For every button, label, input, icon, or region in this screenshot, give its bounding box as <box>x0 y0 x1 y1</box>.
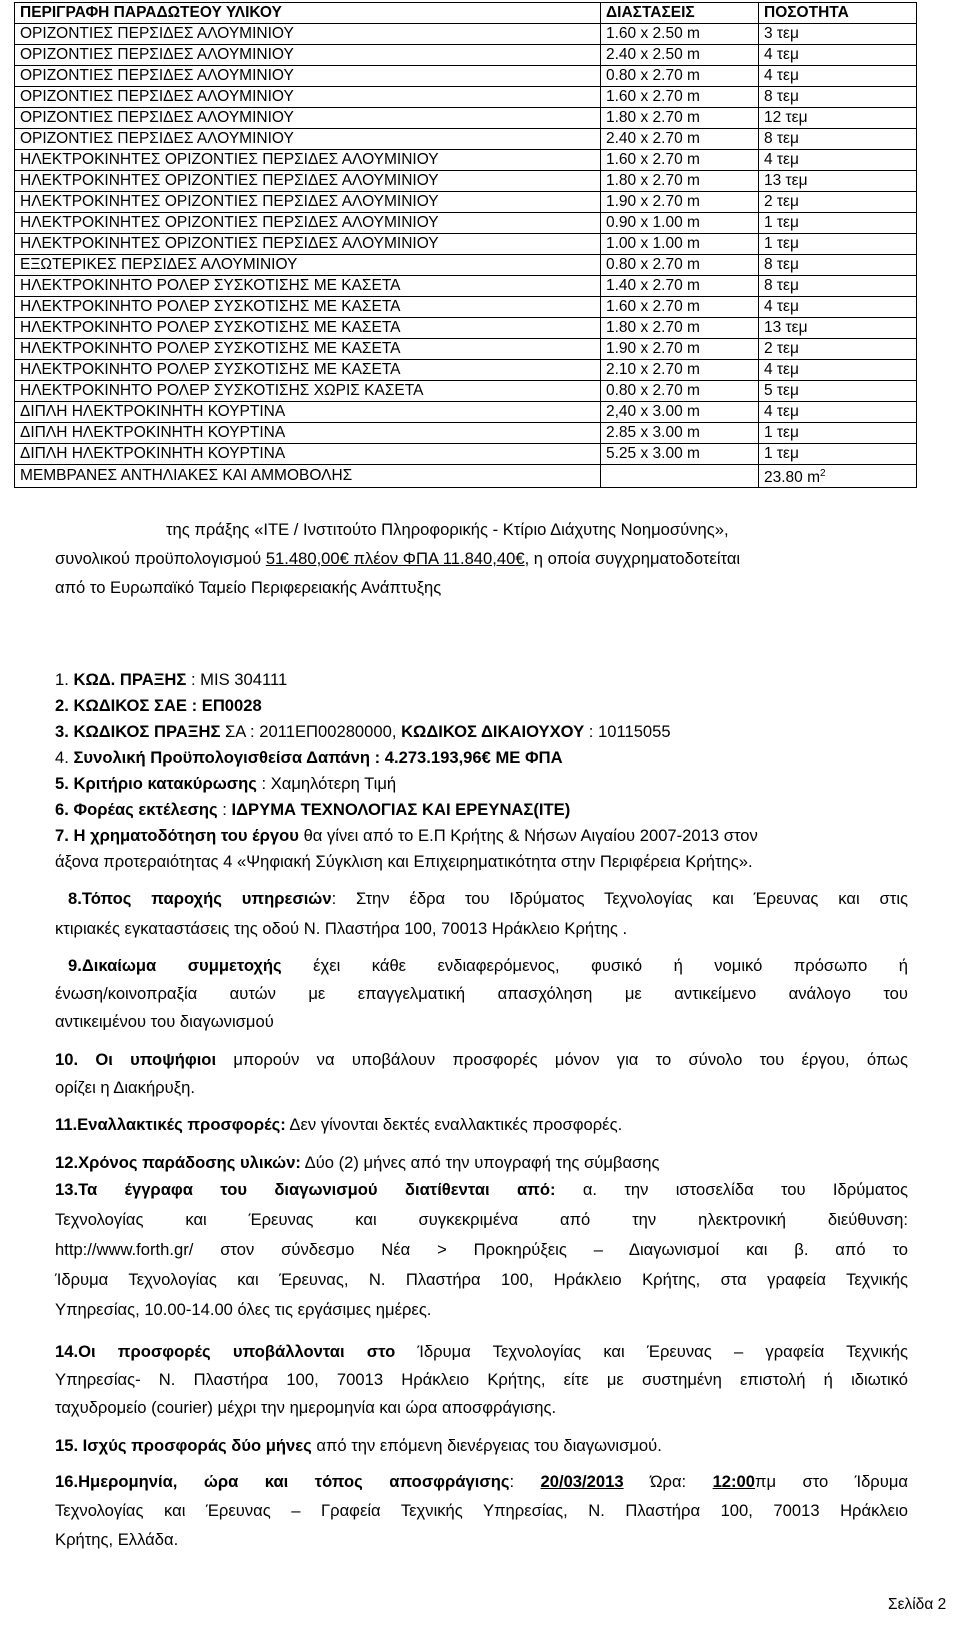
para-text: από την επόμενη διενέργειας του διαγωνισμού. <box>311 1436 662 1455</box>
para-text: Δύο (2) μήνες από την υπογραφή της σύμβασης <box>300 1153 660 1172</box>
cell-desc: ΟΡΙΖΟΝΤΙΕΣ ΠΕΡΣΙΔΕΣ ΑΛΟΥΜΙΝΙΟΥ <box>15 66 601 87</box>
cell-dim: 1.00 x 1.00 m <box>601 234 759 255</box>
cell-desc: ΗΛΕΚΤΡΟΚΙΝΗΤΟ ΡΟΛΕΡ ΣΥΣΚΟΤΙΣΗΣ ΜΕ ΚΑΣΕΤΑ <box>15 360 601 381</box>
cell-dim: 0.80 x 2.70 m <box>601 255 759 276</box>
item-5 <box>55 771 396 797</box>
item-value: ΣΑ : 2011ΕΠ00280000, <box>220 722 402 741</box>
cell-desc: ΗΛΕΚΤΡΟΚΙΝΗΤΕΣ ΟΡΙΖΟΝΤΙΕΣ ΠΕΡΣΙΔΕΣ ΑΛΟΥΜΙΝΙΟΥ <box>15 192 601 213</box>
cell-qty: 8 τεμ <box>759 255 917 276</box>
cell-qty: 4 τεμ <box>759 297 917 318</box>
cell-dim: 1.60 x 2.50 m <box>601 24 759 45</box>
cell-desc: ΗΛΕΚΤΡΟΚΙΝΗΤΟ ΡΟΛΕΡ ΣΥΣΚΟΤΙΣΗΣ ΜΕ ΚΑΣΕΤΑ <box>15 318 601 339</box>
para-14-line-1 <box>55 1338 908 1366</box>
cell-desc: ΗΛΕΚΤΡΟΚΙΝΗΤΕΣ ΟΡΙΖΟΝΤΙΕΣ ΠΕΡΣΙΔΕΣ ΑΛΟΥΜΙΝΙΟΥ <box>15 150 601 171</box>
para-12 <box>55 1149 660 1177</box>
cell-desc: ΕΞΩΤΕΡΙΚΕΣ ΠΕΡΣΙΔΕΣ ΑΛΟΥΜΙΝΙΟΥ <box>15 255 601 276</box>
cell-dim: 1.60 x 2.70 m <box>601 150 759 171</box>
cell-qty: 4 τεμ <box>759 45 917 66</box>
para-heading: 15. Ισχύς προσφοράς δύο μήνες <box>55 1436 312 1455</box>
cell-qty: 2 τεμ <box>759 339 917 360</box>
para-heading: 10. Οι υποψήφιοι <box>55 1050 217 1069</box>
cell-qty: 5 τεμ <box>759 381 917 402</box>
para-heading: 14.Οι προσφορές υποβάλλονται στο <box>55 1342 396 1361</box>
intro-line-1: της πράξης «ΙΤΕ / Ινστιτούτο Πληροφορικής - Κτίριο Διάχυτης Νοημοσύνης», <box>166 520 729 539</box>
table-body <box>15 24 917 488</box>
para-8-line-1 <box>68 885 908 913</box>
para-text: Ίδρυμα Τεχνολογίας και Έρευνας – γραφεία Τεχνικής <box>395 1342 909 1361</box>
para-heading: 12.Χρόνος παράδοσης υλικών: <box>55 1153 301 1172</box>
para-heading: 8.Τόπος παροχής υπηρεσιών <box>68 889 332 908</box>
table-row <box>15 87 917 108</box>
table-row <box>15 129 917 150</box>
cell-qty <box>759 465 917 488</box>
cell-qty: 8 τεμ <box>759 87 917 108</box>
cell-qty: 8 τεμ <box>759 276 917 297</box>
para-heading: 11.Εναλλακτικές προσφορές: <box>55 1115 286 1134</box>
table-row <box>15 45 917 66</box>
table-row <box>15 465 917 488</box>
cell-desc: ΟΡΙΖΟΝΤΙΕΣ ΠΕΡΣΙΔΕΣ ΑΛΟΥΜΙΝΙΟΥ <box>15 129 601 150</box>
para-text: α. την ιστοσελίδα του Ιδρύματος <box>555 1180 908 1199</box>
qty-value: 23.80 m <box>764 469 821 487</box>
cell-desc: ΗΛΕΚΤΡΟΚΙΝΗΤΟ ΡΟΛΕΡ ΣΥΣΚΟΤΙΣΗΣ ΜΕ ΚΑΣΕΤΑ <box>15 297 601 318</box>
table-row <box>15 213 917 234</box>
table-row <box>15 171 917 192</box>
intro-text: , η οποία συγχρηματοδοτείται <box>524 549 741 568</box>
cell-dim: 1.90 x 2.70 m <box>601 192 759 213</box>
cell-dim: 1.80 x 2.70 m <box>601 318 759 339</box>
cell-qty: 1 τεμ <box>759 444 917 465</box>
item-7-line-2: άξονα προτεραιότητας 4 «Ψηφιακή Σύγκλιση και Επιχειρηματικότητα στην Περιφέρεια Κρήτης». <box>55 852 753 871</box>
cell-desc: ΔΙΠΛΗ ΗΛΕΚΤΡΟΚΙΝΗΤΗ ΚΟΥΡΤΙΝΑ <box>15 402 601 423</box>
cell-dim <box>601 465 759 488</box>
cell-qty: 1 τεμ <box>759 423 917 444</box>
item-value: : ΕΠ0028 <box>187 696 262 715</box>
table-row <box>15 108 917 129</box>
cell-desc: ΔΙΠΛΗ ΗΛΕΚΤΡΟΚΙΝΗΤΗ ΚΟΥΡΤΙΝΑ <box>15 444 601 465</box>
para-text: : <box>509 1472 541 1491</box>
item-value: θα γίνει από το Ε.Π Κρήτης & Νήσων Αιγαίου 2007-2013 στον <box>298 826 758 845</box>
cell-dim: 2,40 x 3.00 m <box>601 402 759 423</box>
page-number: Σελίδα 2 <box>888 1596 947 1613</box>
intro-text: συνολικού προϋπολογισμού <box>55 549 266 568</box>
para-text: μπορούν να υποβάλουν προσφορές μόνον για το σύνολο του έργου, όπως <box>216 1050 908 1069</box>
cell-desc: ΔΙΠΛΗ ΗΛΕΚΤΡΟΚΙΝΗΤΗ ΚΟΥΡΤΙΝΑ <box>15 423 601 444</box>
item-value: : MIS 304111 <box>186 670 288 689</box>
cell-qty: 1 τεμ <box>759 234 917 255</box>
cell-desc: ΗΛΕΚΤΡΟΚΙΝΗΤΟ ΡΟΛΕΡ ΣΥΣΚΟΤΙΣΗΣ ΧΩΡΙΣ ΚΑΣΕΤΑ <box>15 381 601 402</box>
para-14-line-2: Υπηρεσίας- Ν. Πλαστήρα 100, 70013 Ηράκλειο Κρήτης, είτε με συστημένη επιστολή ή ιδιωτικό <box>55 1370 908 1389</box>
table-row <box>15 402 917 423</box>
cell-dim: 1.60 x 2.70 m <box>601 87 759 108</box>
cell-desc: ΟΡΙΖΟΝΤΙΕΣ ΠΕΡΣΙΔΕΣ ΑΛΟΥΜΙΝΙΟΥ <box>15 108 601 129</box>
item-number: 7. <box>55 826 69 845</box>
para-9-line-1 <box>68 952 908 980</box>
item-number: 4. <box>55 748 69 767</box>
table-row <box>15 150 917 171</box>
cell-desc: ΟΡΙΖΟΝΤΙΕΣ ΠΕΡΣΙΔΕΣ ΑΛΟΥΜΙΝΙΟΥ <box>15 24 601 45</box>
item-label: ΚΩΔΙΚΟΣ ΠΡΑΞΗΣ <box>73 722 221 741</box>
intro-line-3: από το Ευρωπαϊκό Ταμείο Περιφερειακής Ανάπτυξης <box>55 578 442 597</box>
para-text: Δεν γίνονται δεκτές εναλλακτικές προσφορές. <box>285 1115 623 1134</box>
item-number: 1. <box>55 670 69 689</box>
para-text: έχει κάθε ενδιαφερόμενος, φυσικό ή νομικό πρόσωπο ή <box>281 956 908 975</box>
para-9-line-2: ένωση/κοινοπραξία αυτών με επαγγελματική απασχόληση με αντικείμενο ανάλογο του <box>55 984 908 1003</box>
item-value: : <box>217 800 232 819</box>
cell-qty: 1 τεμ <box>759 213 917 234</box>
item-label: ΚΩΔ. ΠΡΑΞΗΣ <box>73 670 187 689</box>
item-4 <box>55 745 563 771</box>
item-label: Συνολική Προϋπολογισθείσα Δαπάνη : 4.273.193,96€ ΜΕ ΦΠΑ <box>73 748 563 767</box>
item-number: 3. <box>55 722 69 741</box>
cell-qty: 8 τεμ <box>759 129 917 150</box>
cell-dim: 0.90 x 1.00 m <box>601 213 759 234</box>
item-7 <box>55 823 758 849</box>
item-1 <box>55 667 287 693</box>
para-11 <box>55 1111 622 1139</box>
cell-qty: 4 τεμ <box>759 66 917 87</box>
table-row <box>15 276 917 297</box>
cell-dim: 2.85 x 3.00 m <box>601 423 759 444</box>
para-14-line-3: ταχυδρομείο (courier) μέχρι την ημερομηνία και ώρα αποσφράγισης. <box>55 1398 557 1417</box>
para-13-line-5: Υπηρεσίας, 10.00-14.00 όλες τις εργάσιμες ημέρες. <box>55 1300 432 1319</box>
table-row <box>15 318 917 339</box>
cell-desc: ΗΛΕΚΤΡΟΚΙΝΗΤΟ ΡΟΛΕΡ ΣΥΣΚΟΤΙΣΗΣ ΜΕ ΚΑΣΕΤΑ <box>15 276 601 297</box>
table-row <box>15 234 917 255</box>
para-9-line-3: αντικειμένου του διαγωνισμού <box>55 1012 274 1031</box>
item-label: ΙΔΡΥΜΑ ΤΕΧΝΟΛΟΓΙΑΣ ΚΑΙ ΕΡΕΥΝΑΣ(ΙΤΕ) <box>231 800 571 819</box>
cell-dim: 2.10 x 2.70 m <box>601 360 759 381</box>
item-value: : 10115055 <box>584 722 671 741</box>
para-10-line-1 <box>55 1046 908 1074</box>
cell-qty: 4 τεμ <box>759 402 917 423</box>
para-heading: 16.Ημερομηνία, ώρα και τόπος αποσφράγισης <box>55 1472 510 1491</box>
table-row <box>15 255 917 276</box>
cell-qty: 3 τεμ <box>759 24 917 45</box>
cell-dim: 2.40 x 2.70 m <box>601 129 759 150</box>
para-heading: 13.Τα έγγραφα του διαγωνισμού διατίθενται από: <box>55 1180 556 1199</box>
item-label: ΚΩΔΙΚΟΣ ΣΑΕ <box>73 696 187 715</box>
table-row <box>15 444 917 465</box>
cell-qty: 2 τεμ <box>759 192 917 213</box>
cell-dim: 0.80 x 2.70 m <box>601 66 759 87</box>
cell-desc: ΟΡΙΖΟΝΤΙΕΣ ΠΕΡΣΙΔΕΣ ΑΛΟΥΜΙΝΙΟΥ <box>15 87 601 108</box>
cell-dim: 1.90 x 2.70 m <box>601 339 759 360</box>
cell-dim: 1.80 x 2.70 m <box>601 171 759 192</box>
para-text: : Στην έδρα του Ιδρύματος Τεχνολογίας και Έρευνας και στις <box>331 889 909 908</box>
cell-desc: ΟΡΙΖΟΝΤΙΕΣ ΠΕΡΣΙΔΕΣ ΑΛΟΥΜΙΝΙΟΥ <box>15 45 601 66</box>
cell-qty: 12 τεμ <box>759 108 917 129</box>
cell-dim: 1.40 x 2.70 m <box>601 276 759 297</box>
cell-dim: 5.25 x 3.00 m <box>601 444 759 465</box>
budget-amount: 51.480,00€ πλέον ΦΠΑ 11.840,40€ <box>265 549 525 568</box>
para-15 <box>55 1432 662 1460</box>
cell-desc: ΜΕΜΒΡΑΝΕΣ ΑΝΤΗΛΙΑΚΕΣ ΚΑΙ ΑΜΜΟΒΟΛΗΣ <box>15 465 601 488</box>
item-3 <box>55 719 671 745</box>
table-row <box>15 24 917 45</box>
table-row <box>15 192 917 213</box>
cell-dim: 1.60 x 2.70 m <box>601 297 759 318</box>
para-heading: 9.Δικαίωμα συμμετοχής <box>68 956 282 975</box>
item-label: Κριτήριο κατακύρωσης <box>73 774 257 793</box>
header-quantity: ΠΟΣΟΤΗΤΑ <box>759 3 917 24</box>
opening-time: 12:00 <box>712 1472 756 1491</box>
item-label: ΚΩΔΙΚΟΣ ΔΙΚΑΙΟΥΧΟΥ <box>401 722 585 741</box>
table-row <box>15 339 917 360</box>
qty-exponent: 2 <box>820 468 826 479</box>
cell-dim: 1.80 x 2.70 m <box>601 108 759 129</box>
cell-qty: 4 τεμ <box>759 150 917 171</box>
item-value: : Χαμηλότερη Τιμή <box>256 774 397 793</box>
cell-dim: 0.80 x 2.70 m <box>601 381 759 402</box>
para-8-line-2: κτιριακές εγκαταστάσεις της οδού Ν. Πλαστήρα 100, 70013 Ηράκλειο Κρήτης . <box>55 919 628 938</box>
table-row <box>15 66 917 87</box>
para-16-line-3: Κρήτης, Ελλάδα. <box>55 1530 179 1549</box>
para-13-line-3: http://www.forth.gr/ στον σύνδεσμο Νέα > Προκηρύξεις – Διαγωνισμοί και β. από το <box>55 1240 908 1259</box>
intro-line-2 <box>55 545 740 573</box>
cell-desc: ΗΛΕΚΤΡΟΚΙΝΗΤΕΣ ΟΡΙΖΟΝΤΙΕΣ ΠΕΡΣΙΔΕΣ ΑΛΟΥΜΙΝΙΟΥ <box>15 171 601 192</box>
para-text: Ώρα: <box>623 1472 713 1491</box>
item-number: 5. <box>55 774 69 793</box>
cell-qty: 13 τεμ <box>759 171 917 192</box>
cell-qty: 4 τεμ <box>759 360 917 381</box>
item-number: 6. <box>55 800 69 819</box>
item-6 <box>55 797 570 823</box>
table-header-row <box>15 3 917 24</box>
materials-table <box>14 2 917 488</box>
header-dimensions: ΔΙΑΣΤΑΣΕΙΣ <box>601 3 759 24</box>
item-number: 2. <box>55 696 69 715</box>
table-row <box>15 423 917 444</box>
cell-dim: 2.40 x 2.50 m <box>601 45 759 66</box>
cell-desc: ΗΛΕΚΤΡΟΚΙΝΗΤΕΣ ΟΡΙΖΟΝΤΙΕΣ ΠΕΡΣΙΔΕΣ ΑΛΟΥΜΙΝΙΟΥ <box>15 213 601 234</box>
para-13-line-4: Ίδρυμα Τεχνολογίας και Έρευνας, Ν. Πλαστήρα 100, Ηράκλειο Κρήτης, στα γραφεία Τεχνικής <box>55 1270 908 1289</box>
table-row <box>15 360 917 381</box>
para-10-line-2: ορίζει η Διακήρυξη. <box>55 1078 195 1097</box>
item-2 <box>55 693 262 719</box>
opening-date: 20/03/2013 <box>540 1472 624 1491</box>
para-16-line-1 <box>55 1468 908 1496</box>
para-text: πμ στο Ίδρυμα <box>755 1472 908 1491</box>
header-description: ΠΕΡΙΓΡΑΦΗ ΠΑΡΑΔΩΤΕΟΥ ΥΛΙΚΟΥ <box>15 3 601 24</box>
para-13-line-1 <box>55 1176 908 1204</box>
item-label: Φορέας εκτέλεσης <box>73 800 218 819</box>
cell-desc: ΗΛΕΚΤΡΟΚΙΝΗΤΟ ΡΟΛΕΡ ΣΥΣΚΟΤΙΣΗΣ ΜΕ ΚΑΣΕΤΑ <box>15 339 601 360</box>
item-label: Η χρηματοδότηση του έργου <box>73 826 299 845</box>
table-row <box>15 297 917 318</box>
table-row <box>15 381 917 402</box>
para-16-line-2: Τεχνολογίας και Έρευνας – Γραφεία Τεχνικής Υπηρεσίας, Ν. Πλαστήρα 100, 70013 Ηράκλειο <box>55 1501 908 1520</box>
cell-desc: ΗΛΕΚΤΡΟΚΙΝΗΤΕΣ ΟΡΙΖΟΝΤΙΕΣ ΠΕΡΣΙΔΕΣ ΑΛΟΥΜΙΝΙΟΥ <box>15 234 601 255</box>
para-13-line-2: Τεχνολογίας και Έρευνας και συγκεκριμένα από την ηλεκτρονική διεύθυνση: <box>55 1210 908 1229</box>
cell-qty: 13 τεμ <box>759 318 917 339</box>
